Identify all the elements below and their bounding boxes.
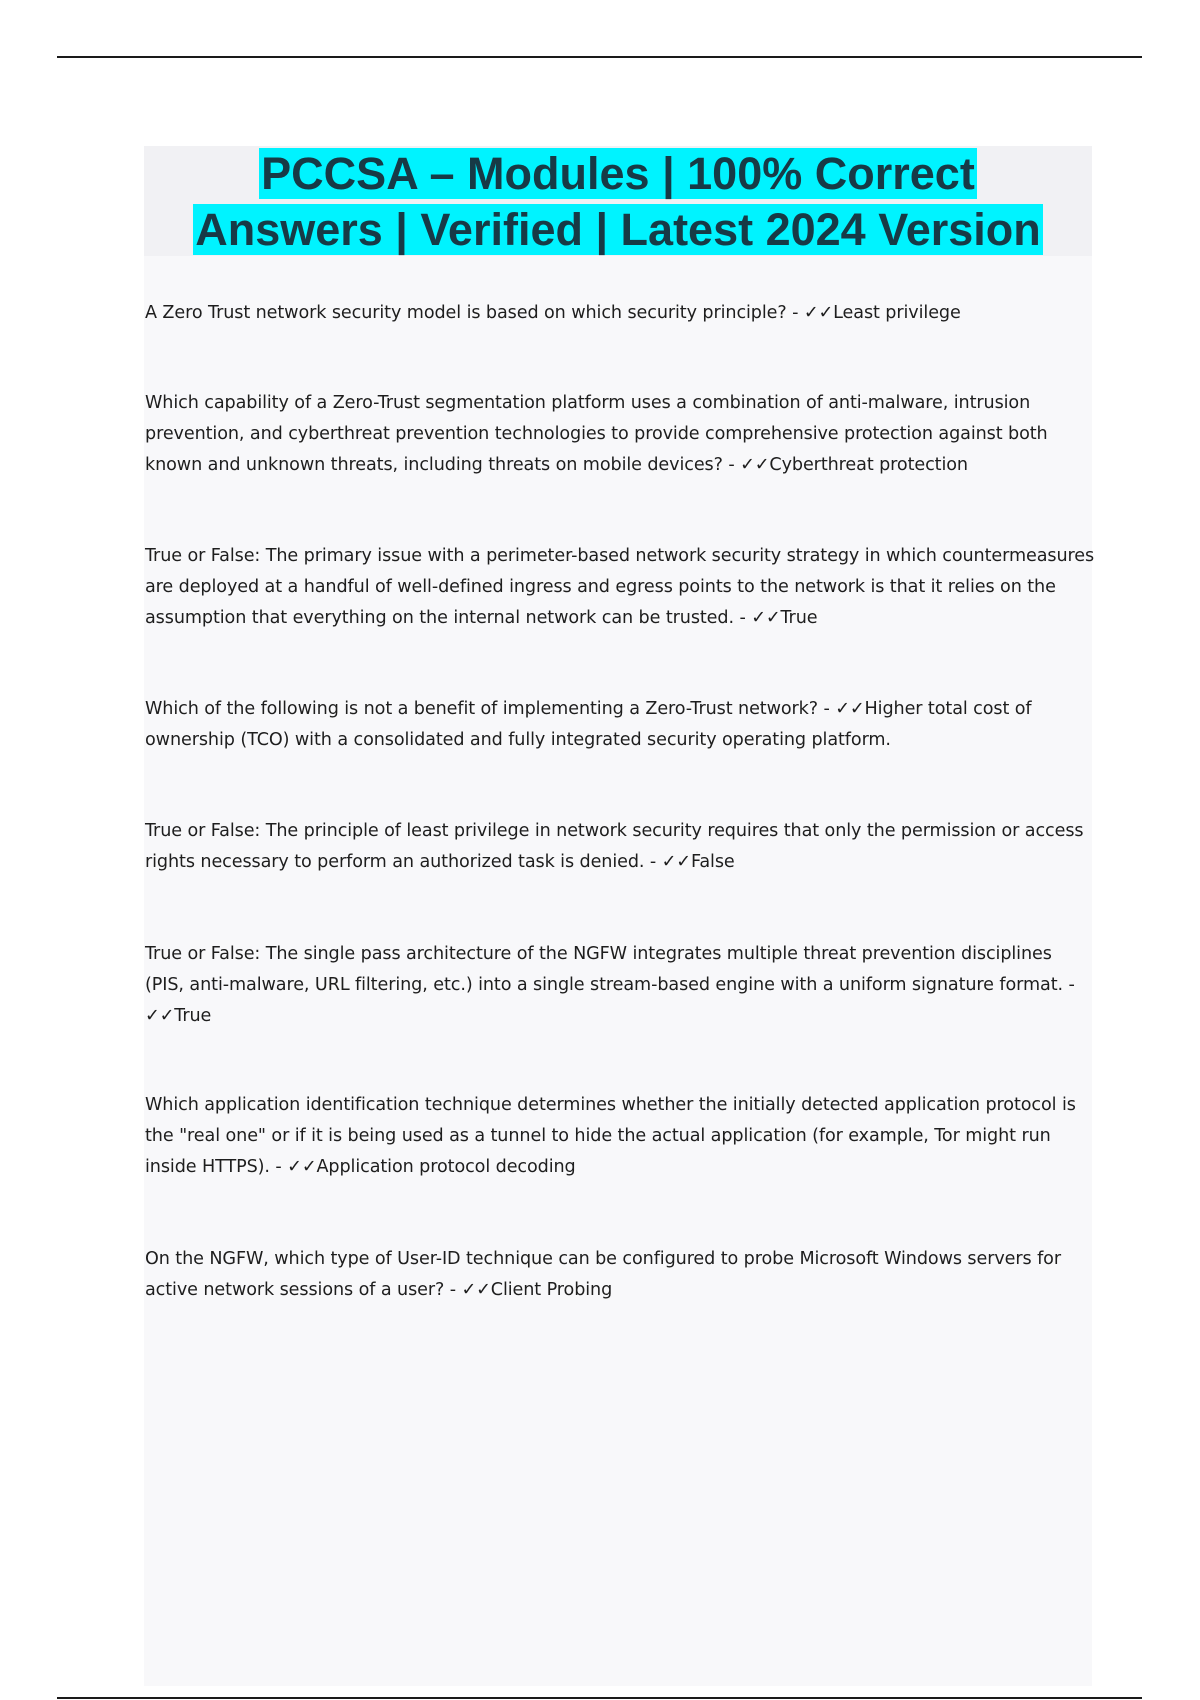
qa-answer: False bbox=[690, 852, 735, 872]
checkmark-separator: - ✓✓ bbox=[733, 608, 781, 628]
qa-answer: Least privilege bbox=[833, 303, 961, 323]
checkmark-separator: - ✓✓ bbox=[269, 1157, 317, 1177]
title-highlight-2: Answers | Verified | Latest 2024 Version bbox=[195, 204, 1041, 255]
page-top-rule bbox=[57, 56, 1142, 58]
qa-item-8 bbox=[145, 1244, 1095, 1306]
qa-answer: Client Probing bbox=[490, 1280, 613, 1300]
checkmark-separator: - ✓✓ bbox=[644, 852, 691, 872]
qa-answer: Cyberthreat protection bbox=[769, 455, 968, 475]
qa-answer: Application protocol decoding bbox=[316, 1157, 576, 1177]
document-title bbox=[144, 146, 1092, 256]
qa-item-7 bbox=[145, 1090, 1095, 1183]
qa-question: A Zero Trust network security model is based on which security principle? bbox=[145, 303, 787, 323]
checkmark-separator: - ✓✓ bbox=[145, 975, 1081, 1026]
qa-answer: True bbox=[780, 608, 818, 628]
page-bottom-rule bbox=[57, 1697, 1142, 1699]
checkmark-separator: - ✓✓ bbox=[722, 455, 770, 475]
qa-item-3 bbox=[145, 541, 1095, 634]
qa-item-1 bbox=[145, 298, 1095, 329]
qa-question: True or False: The single pass architecture of the NGFW integrates multiple threat prevention disciplines (PIS, anti-malware, URL filtering, etc.) into a single stream-based engine with a uniform signature format. bbox=[145, 944, 1063, 995]
qa-question: Which of the following is not a benefit of implementing a Zero-Trust network? bbox=[145, 699, 819, 719]
qa-question: Which application identification technique determines whether the initially detected application protocol is the "real one" or if it is being used as a tunnel to hide the actual application (for example, Tor might run inside HTTPS). bbox=[145, 1095, 1076, 1177]
qa-answer: True bbox=[174, 1006, 212, 1026]
qa-question: On the NGFW, which type of User-ID technique can be configured to probe Microsoft Windows servers for active network sessions of a user? bbox=[145, 1249, 1061, 1300]
qa-question: True or False: The principle of least privilege in network security requires that only the permission or access rights necessary to perform an authorized task is denied. bbox=[145, 821, 1084, 872]
checkmark-separator: - ✓✓ bbox=[818, 699, 865, 719]
qa-answer: Higher total cost of ownership (TCO) with a consolidated and fully integrated security operating platform. bbox=[145, 699, 1038, 750]
checkmark-separator: - ✓✓ bbox=[444, 1280, 491, 1300]
qa-question: Which capability of a Zero-Trust segmentation platform uses a combination of anti-malware, intrusion prevention, and cyberthreat prevention technologies to provide comprehensive protection against both known and unknown threats, including threats on mobile devices? bbox=[145, 393, 1048, 475]
title-line-2 bbox=[144, 202, 1092, 258]
title-highlight-1: PCCSA – Modules | 100% Correct bbox=[261, 148, 975, 199]
title-line-1 bbox=[144, 146, 1092, 202]
qa-item-6 bbox=[145, 939, 1095, 1032]
qa-item-2 bbox=[145, 388, 1095, 481]
checkmark-separator: - ✓✓ bbox=[786, 303, 834, 323]
qa-question: True or False: The primary issue with a perimeter-based network security strategy in which countermeasures are deployed at a handful of well-defined ingress and egress points to the network is that it relies on the assumption that everything on the internal network can be trusted. bbox=[145, 546, 1095, 628]
page-body bbox=[144, 146, 1095, 1686]
qa-item-4 bbox=[145, 694, 1095, 756]
qa-item-5 bbox=[145, 816, 1095, 878]
